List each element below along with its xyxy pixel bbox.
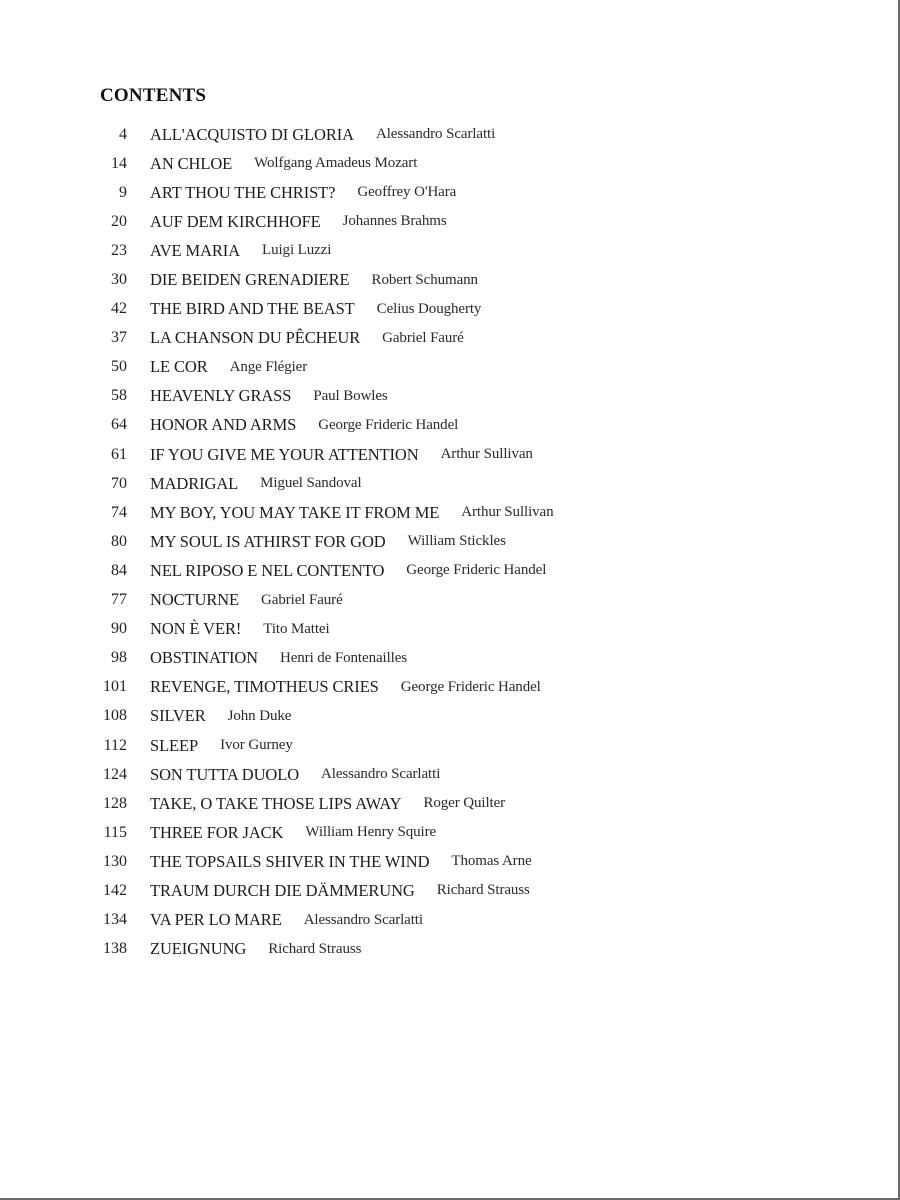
toc-page-number: 20: [111, 212, 127, 230]
toc-entry: [90, 586, 790, 615]
toc-entry: [90, 527, 790, 556]
toc-song-title: VA PER LO MARE: [150, 910, 282, 930]
toc-song-title: MY BOY, YOU MAY TAKE IT FROM ME: [150, 502, 440, 522]
toc-entry: [90, 556, 790, 585]
toc-song-title: MY SOUL IS ATHIRST FOR GOD: [150, 531, 386, 551]
toc-page-number: 80: [111, 532, 127, 550]
toc-entry: [90, 935, 790, 964]
toc-song-title: ALL'ACQUISTO DI GLORIA: [150, 124, 354, 144]
toc-entry: [90, 615, 790, 644]
toc-song-title: THE BIRD AND THE BEAST: [150, 299, 355, 319]
toc-page-number: 108: [103, 707, 127, 725]
toc-entry: [90, 469, 790, 498]
toc-entry: [90, 731, 790, 760]
toc-page-number: 101: [103, 678, 127, 696]
toc-composer: Miguel Sandoval: [260, 475, 362, 492]
toc-song-title: ART THOU THE CHRIST?: [150, 182, 336, 202]
toc-song-title: TAKE, O TAKE THOSE LIPS AWAY: [150, 793, 402, 813]
toc-entry: [90, 324, 790, 353]
toc-song-title: HEAVENLY GRASS: [150, 386, 292, 406]
toc-entry: [90, 382, 790, 411]
toc-song-title: THE TOPSAILS SHIVER IN THE WIND: [150, 851, 430, 871]
toc-entry: [90, 178, 790, 207]
toc-song-title: SON TUTTA DUOLO: [150, 764, 300, 784]
toc-composer: Roger Quilter: [423, 795, 506, 812]
toc-entry: [90, 818, 790, 847]
table-of-contents: [90, 120, 790, 964]
toc-page-number: 64: [111, 416, 127, 434]
toc-page-number: 9: [119, 183, 127, 201]
toc-song-title: TRAUM DURCH DIE DÄMMERUNG: [150, 880, 415, 900]
toc-composer: George Frideric Handel: [400, 678, 541, 695]
toc-song-title: SLEEP: [150, 735, 199, 755]
toc-entry: [90, 847, 790, 876]
toc-composer: Geoffrey O'Hara: [357, 184, 457, 201]
toc-composer: Henri de Fontenailles: [279, 649, 408, 666]
contents-heading: CONTENTS: [100, 85, 207, 106]
toc-page-number: 61: [111, 445, 127, 463]
toc-song-title: LA CHANSON DU PÊCHEUR: [150, 328, 361, 348]
toc-entry: [90, 411, 790, 440]
toc-page-number: 70: [111, 474, 127, 492]
toc-composer: Thomas Arne: [451, 853, 532, 870]
toc-composer: Ivor Gurney: [220, 737, 293, 754]
toc-composer: Alessandro Scarlatti: [375, 126, 496, 143]
toc-composer: Celius Dougherty: [376, 300, 482, 317]
toc-composer: Richard Strauss: [268, 940, 362, 957]
toc-entry: [90, 440, 790, 469]
toc-page-number: 74: [111, 503, 127, 521]
toc-song-title: OBSTINATION: [150, 648, 258, 668]
toc-entry: [90, 295, 790, 324]
toc-entry: [90, 789, 790, 818]
toc-composer: Johannes Brahms: [342, 213, 447, 230]
toc-composer: Richard Strauss: [436, 882, 530, 899]
toc-entry: [90, 236, 790, 265]
toc-song-title: NON È VER!: [150, 619, 242, 639]
toc-song-title: DIE BEIDEN GRENADIERE: [150, 270, 350, 290]
toc-page-number: 98: [111, 649, 127, 667]
toc-entry: [90, 760, 790, 789]
toc-page-number: 50: [111, 358, 127, 376]
toc-composer: Tito Mattei: [263, 620, 330, 637]
toc-composer: Paul Bowles: [313, 387, 388, 404]
toc-entry: [90, 149, 790, 178]
toc-song-title: AUF DEM KIRCHHOFE: [150, 211, 321, 231]
toc-composer: William Stickles: [407, 533, 506, 550]
toc-page-number: 14: [111, 154, 127, 172]
toc-song-title: MADRIGAL: [150, 473, 239, 493]
toc-song-title: IF YOU GIVE ME YOUR ATTENTION: [150, 444, 419, 464]
toc-page-number: 128: [103, 794, 127, 812]
toc-page-number: 115: [103, 823, 127, 841]
toc-song-title: THREE FOR JACK: [150, 822, 284, 842]
toc-entry: [90, 207, 790, 236]
toc-page-number: 130: [103, 852, 127, 870]
toc-song-title: AN CHLOE: [150, 153, 233, 173]
toc-composer: Luigi Luzzi: [262, 242, 332, 259]
toc-page-number: 112: [103, 736, 127, 754]
toc-entry: [90, 120, 790, 149]
toc-composer: Arthur Sullivan: [440, 446, 533, 463]
toc-entry: [90, 876, 790, 905]
toc-song-title: REVENGE, TIMOTHEUS CRIES: [150, 677, 379, 697]
toc-song-title: ZUEIGNUNG: [150, 939, 247, 959]
toc-entry: [90, 906, 790, 935]
toc-page-number: 134: [103, 911, 127, 929]
toc-entry: [90, 265, 790, 294]
toc-song-title: HONOR AND ARMS: [150, 415, 297, 435]
toc-composer: Alessandro Scarlatti: [321, 766, 441, 783]
toc-song-title: LE COR: [150, 357, 208, 377]
toc-composer: Ange Flégier: [229, 358, 308, 375]
toc-page-number: 23: [111, 241, 127, 259]
toc-composer: John Duke: [227, 707, 292, 724]
toc-page-number: 30: [111, 271, 127, 289]
toc-composer: George Frideric Handel: [318, 416, 459, 433]
toc-composer: Alessandro Scarlatti: [303, 911, 423, 928]
toc-page-number: 42: [111, 300, 127, 318]
toc-composer: Robert Schumann: [371, 271, 478, 288]
toc-song-title: AVE MARIA: [150, 240, 241, 260]
toc-entry: [90, 702, 790, 731]
toc-page-number: 84: [111, 561, 127, 579]
toc-entry: [90, 353, 790, 382]
toc-composer: Gabriel Fauré: [261, 591, 343, 608]
toc-page-number: 58: [111, 387, 127, 405]
toc-entry: [90, 498, 790, 527]
toc-composer: George Frideric Handel: [406, 562, 547, 579]
toc-composer: Arthur Sullivan: [461, 504, 554, 521]
toc-page-number: 4: [119, 125, 127, 143]
toc-page-number: 77: [111, 591, 127, 609]
toc-song-title: SILVER: [150, 706, 206, 726]
toc-song-title: NOCTURNE: [150, 590, 240, 610]
toc-page-number: 37: [111, 329, 127, 347]
toc-page-number: 138: [103, 940, 127, 958]
toc-song-title: NEL RIPOSO E NEL CONTENTO: [150, 560, 385, 580]
toc-page-number: 124: [103, 765, 127, 783]
toc-entry: [90, 644, 790, 673]
toc-composer: William Henry Squire: [305, 824, 437, 841]
toc-entry: [90, 673, 790, 702]
toc-page-number: 90: [111, 620, 127, 638]
toc-composer: Wolfgang Amadeus Mozart: [254, 155, 418, 172]
toc-composer: Gabriel Fauré: [382, 329, 464, 346]
toc-page-number: 142: [103, 881, 127, 899]
